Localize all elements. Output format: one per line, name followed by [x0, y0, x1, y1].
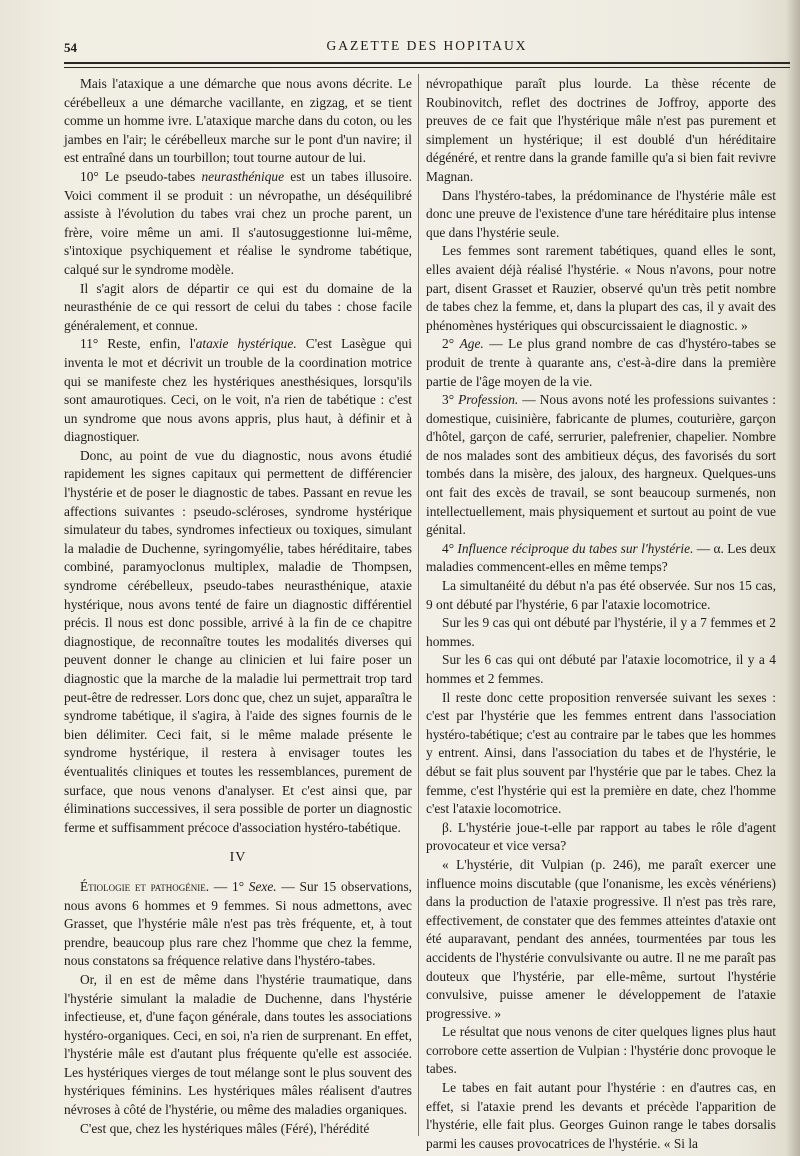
paragraph: Le résultat que nous venons de citer quelques lignes plus haut corrobore cette assertion de Vulpian : l'hystérie donc provoque le tabes. — [426, 1024, 776, 1077]
paragraph: C'est que, chez les hystériques mâles (Féré), l'hérédité — [80, 1120, 370, 1136]
page-number: 54 — [64, 40, 77, 55]
paragraph: Donc, au point de vue du diagnostic, nous avons étudié rapidement les signes capitaux qui permettent de différencier l'hystérie et de poser le diagnostic de tabes. Passant en revue les affections suivantes : pseudo-scléroses, syndrome hystérique simulateur du tabes, syndromes infectieux ou toxiques, simulant la maladie de Duchenne, syringomyélie, tabes héréditaire, tabes combiné, paramyoclonus multiplex, maladie de Thompsen, syndrome cérébelleux, pseudo-tabes neurasthénique, ataxie hystérique, nous avons tenté de faire un diagnostic différentiel précis. Il nous est donc possible, arrivé à la fin de ce chapitre diagnostique, de reconnaître toutes les modalités diverses qui peuvent donner le change au clinicien et lui faire poser un diagnostic que la marche de la maladie lui permettrait trop tard peut-être de redresser. Lors donc que, chez un sujet, apparaîtra le syndrome tabétique, il s'agira, à l'aide des signes fournis de le bien délimiter. Ceci fait, si le même malade présente le syndrome hystérique, il restera à envisager toutes les éventualités cliniques et toutes les ressemblances, purement de surface, que nous venons d'analyser. Et c'est ainsi que, par éliminations successives, il sera possible de porter un diagnostic ferme et suffisamment précoce d'association hystéro-tabétique. — [64, 447, 412, 835]
page-edge-shadow — [786, 0, 800, 1156]
paragraph: Il s'agit alors de départir ce qui est du domaine de la neurasthénie de ce qui ressort de celui du tabes : chose facile généralement, et connue. — [64, 280, 412, 333]
paragraph: 10° Le pseudo-tabes neurasthénique est un tabes illusoire. Voici comment il se produit : un névropathe, un déséquilibré assiste à l'évolution du tabes vrai chez un proche parent, un frère, voire même un ami. Il s'autosuggestionne lui-même, s'intoxique psychiquement et réalise le syndrome tabétique, calqué sur le syndrome modèle. — [64, 168, 412, 277]
paragraph: Sur les 9 cas qui ont débuté par l'hystérie, il y a 7 femmes et 2 hommes. — [426, 615, 776, 649]
paragraph: Dans l'hystéro-tabes, la prédominance de l'hystérie mâle est donc une preuve de l'existence d'une tare héréditaire plus intense que dans l'hystérie seule. — [426, 187, 776, 240]
page-header — [64, 36, 790, 58]
paragraph: La simultanéité du début n'a pas été observée. Sur nos 15 cas, 9 ont débuté par l'hystérie, 6 par l'ataxie locomotrice. — [426, 578, 776, 612]
header-rule-thick — [64, 62, 790, 64]
paragraph: β. L'hystérie joue-t-elle par rapport au tabes le rôle d'agent provocateur et vice versa? — [426, 819, 776, 854]
paragraph: Étiologie et pathogénie. — 1° Sexe. — Sur 15 observations, nous avons 6 hommes et 9 femmes. Si nous admettons, avec Grasset, que l'hystérie mâle n'est pas très fréquente, et, à tout prendre, beaucoup plus rare chez l'homme que chez la femme, nous constatons sa fréquence relative dans l'hystéro-tabes. — [64, 878, 412, 969]
paragraph: Il reste donc cette proposition renversée suivant les sexes : c'est par l'hystérie que les femmes entrent dans l'association hystéro-tabétique; c'est au contraire par le tabes que les hommes y entrent. Ainsi, dans l'association du tabes et de l'hystérie, le début se fait plus souvent par l'hystérie que par le tabes. Chez la femme, c'est l'hystérie qui est la première en date, chez l'homme c'est l'ataxie locomotrice. — [426, 689, 776, 817]
paragraph: Le tabes en fait autant pour l'hystérie : en d'autres cas, en effet, si l'ataxie prend les devants et précède l'apparition de l'hystérie, elle fait plus. Georges Guinon range le tabes dorsalis parmi les causes provocatrices de l'hystérie. « Si la — [426, 1080, 776, 1151]
header-rule-thin — [64, 67, 790, 68]
paragraph: névropathique paraît plus lourde. La thèse récente de Roubinovitch, reflet des doctrines de Joffroy, apporte des preuves de ce fait que l'hystérique mâle n'est pas purement et simplement un hystérique; il est doublé d'un héréditaire dégénéré, et rentre dans la grande famille qu'a si bien fait revivre Magnan. — [426, 76, 776, 184]
journal-title: GAZETTE DES HOPITAUX — [326, 38, 528, 53]
paragraph: « L'hystérie, dit Vulpian (p. 246), me paraît exercer une influence moins discutable (que l'onanisme, les excès vénériens) dans la production de l'ataxie progressive. Il n'est pas très rare, effectivement, de constater que des femmes atteintes d'ataxie ont été auparavant, pendant des années, tourmentées par tous les accidents de l'hystérie convulsivante ou autre. Il ne me paraît pas douteux que l'hystérie, par elle-même, surtout l'hystérie convulsive, puisse amener le développement de l'ataxie progressive. » — [426, 856, 776, 1021]
paragraph: Mais l'ataxique a une démarche que nous avons décrite. Le cérébelleux a une démarche vacillante, en zigzag, et se tient comme un homme ivre. L'ataxique marche dans du coton, ou les jambes en l'air; le cérébelleux marche sur le pont d'un navire; il est entraîné dans un tourbillon; tout tourne autour de lui. — [64, 76, 412, 166]
paragraph: Or, il en est de même dans l'hystérie traumatique, dans l'hystérie simulant la maladie de Duchenne, dans l'hystérie infectieuse, et, d'une façon générale, dans toutes les associations hystéro-organiques. Ceci, en soi, n'a rien de surprenant. En effet, l'hystérie mâle est d'autant plus fréquente qu'elle est associée. Les hystériques vierges de tout mélange sont le plus souvent des hystériques féminins. Les hystériques mâles réalisent d'autres névroses à côté de l'hystérie, ou même des maladies organiques. — [64, 971, 412, 1118]
paragraph: 3° Profession. — Nous avons noté les professions suivantes : domestique, cuisinière, fabricante de plumes, couturière, garçon d'hôtel, garçon de café, serrurier, palefrenier, chapelier. Nombre de nos malades sont des ambitieux déçus, des favorisés du sort tombés dans la misère, des jaloux, des hargneux. Quelques-uns ont fait des excès de travail, se sont beaucoup surmenés, non intellectuellement, mais physiquement et surtout au point de vue génital. — [426, 392, 776, 538]
right-column — [426, 75, 777, 1151]
section-heading: IV — [229, 850, 247, 866]
column-divider — [418, 74, 419, 1136]
paragraph: 11° Reste, enfin, l'ataxie hystérique. C'est Lasègue qui inventa le mot et décrivit un trouble de la coordination motrice qui se manifeste chez les hystériques anesthésiques, lorsqu'ils sont amaurotiques. Ceci, on le voit, n'a rien de tabétique : c'est un syndrome que nous avons appris, plus haut, à définir et à diagnostiquer. — [64, 336, 412, 445]
paragraph: 4° Influence réciproque du tabes sur l'hystérie. — α. Les deux maladies commencent-elles en même temps? — [426, 540, 776, 575]
paragraph: Les femmes sont rarement tabétiques, quand elles le sont, elles avaient déjà réalisé l'hystérie. « Nous n'avons, pour notre part, disent Grasset et Rauzier, observé qu'un très petit nombre de tabes chez la femme, et, dans la plupart des cas, il y avait des phénomènes hystériques qui obscurcissaient le diagnostic. » — [426, 243, 776, 333]
paragraph: Sur les 6 cas qui ont débuté par l'ataxie locomotrice, il y a 4 hommes et 2 femmes. — [426, 652, 776, 686]
paragraph: 2° Age. — Le plus grand nombre de cas d'hystéro-tabes se produit de trente à quarante ans, c'est-à-dire dans la première partie de l'âge moyen de la vie. — [426, 336, 777, 389]
left-column — [64, 75, 412, 1135]
